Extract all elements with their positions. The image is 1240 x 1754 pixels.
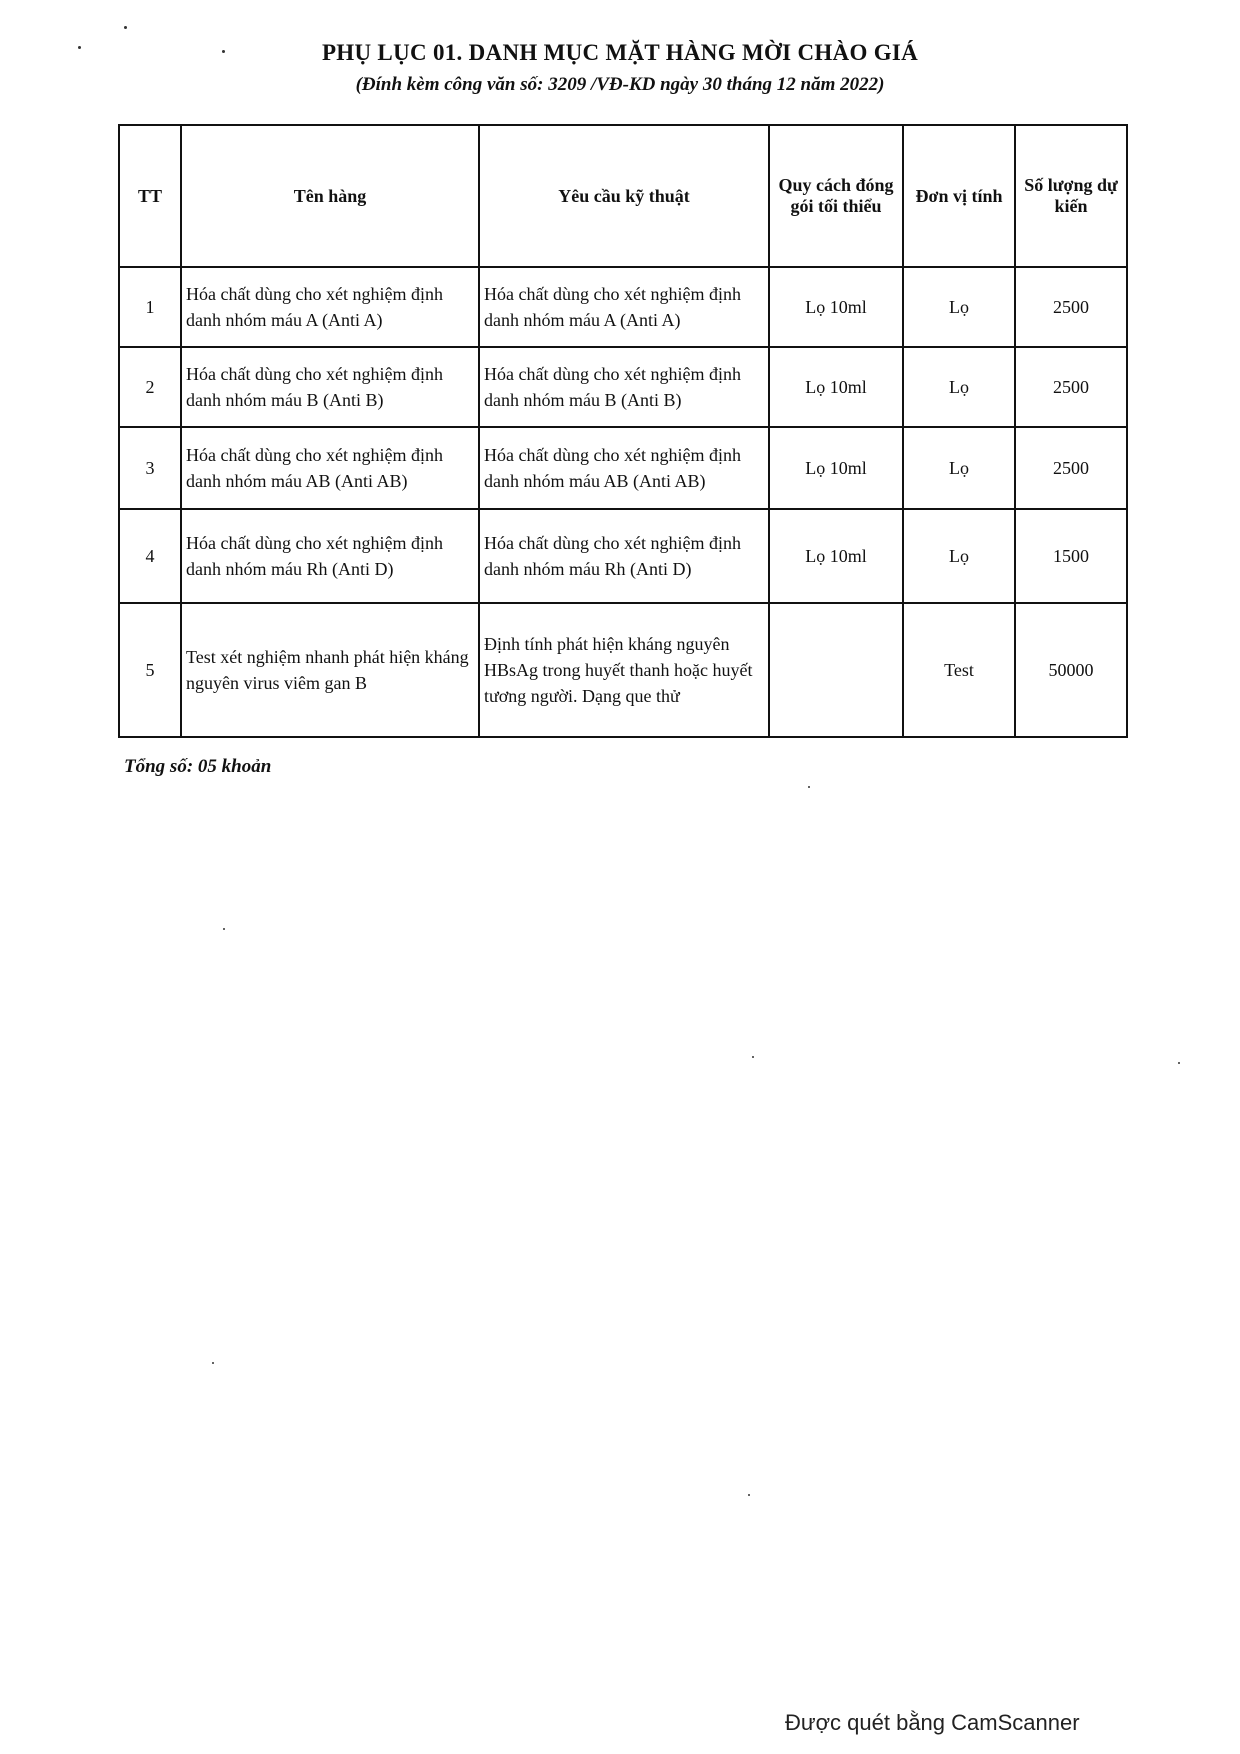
header-packing: Quy cách đóng gói tối thiểu — [769, 125, 903, 267]
scan-speck — [78, 46, 81, 49]
cell-qty: 2500 — [1015, 267, 1127, 347]
cell-tt: 4 — [119, 509, 181, 603]
cell-packing: Lọ 10ml — [769, 427, 903, 509]
scan-speck — [222, 50, 225, 53]
header-qty: Số lượng dự kiến — [1015, 125, 1127, 267]
scan-speck — [752, 1056, 754, 1058]
cell-tt: 1 — [119, 267, 181, 347]
header-unit: Đơn vị tính — [903, 125, 1015, 267]
cell-name: Hóa chất dùng cho xét nghiệm định danh nhóm máu Rh (Anti D) — [181, 509, 479, 603]
table-row — [119, 603, 1127, 737]
cell-spec: Hóa chất dùng cho xét nghiệm định danh nhóm máu Rh (Anti D) — [479, 509, 769, 603]
cell-qty: 2500 — [1015, 427, 1127, 509]
scan-speck — [124, 26, 127, 29]
cell-unit: Test — [903, 603, 1015, 737]
scan-speck — [808, 786, 810, 788]
cell-unit: Lọ — [903, 427, 1015, 509]
cell-spec: Hóa chất dùng cho xét nghiệm định danh nhóm máu A (Anti A) — [479, 267, 769, 347]
items-table — [118, 124, 1128, 738]
cell-unit: Lọ — [903, 509, 1015, 603]
document-subtitle: (Đính kèm công văn số: 3209 /VĐ-KD ngày 30 tháng 12 năm 2022) — [355, 74, 885, 95]
scan-speck — [1178, 1062, 1180, 1064]
cell-tt: 5 — [119, 603, 181, 737]
cell-qty: 2500 — [1015, 347, 1127, 427]
header-spec: Yêu cầu kỹ thuật — [479, 125, 769, 267]
scanner-watermark: Được quét bằng CamScanner — [785, 1710, 1080, 1735]
cell-name: Hóa chất dùng cho xét nghiệm định danh nhóm máu A (Anti A) — [181, 267, 479, 347]
cell-packing: Lọ 10ml — [769, 347, 903, 427]
cell-name: Test xét nghiệm nhanh phát hiện kháng nguyên virus viêm gan B — [181, 603, 479, 737]
table-row — [119, 347, 1127, 427]
table-row — [119, 267, 1127, 347]
cell-name: Hóa chất dùng cho xét nghiệm định danh nhóm máu B (Anti B) — [181, 347, 479, 427]
scan-speck — [748, 1494, 750, 1496]
table-row — [119, 509, 1127, 603]
total-count: Tổng số: 05 khoản — [124, 756, 272, 777]
document-title: PHỤ LỤC 01. DANH MỤC MẶT HÀNG MỜI CHÀO GIÁ — [321, 40, 919, 65]
cell-packing — [769, 603, 903, 737]
cell-tt: 2 — [119, 347, 181, 427]
cell-qty: 1500 — [1015, 509, 1127, 603]
cell-unit: Lọ — [903, 347, 1015, 427]
cell-spec: Hóa chất dùng cho xét nghiệm định danh nhóm máu AB (Anti AB) — [479, 427, 769, 509]
cell-packing: Lọ 10ml — [769, 267, 903, 347]
cell-tt: 3 — [119, 427, 181, 509]
table-row — [119, 427, 1127, 509]
header-tt: TT — [119, 125, 181, 267]
cell-spec: Hóa chất dùng cho xét nghiệm định danh nhóm máu B (Anti B) — [479, 347, 769, 427]
scan-speck — [212, 1362, 214, 1364]
header-name: Tên hàng — [181, 125, 479, 267]
table-header-row — [119, 125, 1127, 267]
scan-speck — [223, 928, 225, 930]
cell-packing: Lọ 10ml — [769, 509, 903, 603]
cell-unit: Lọ — [903, 267, 1015, 347]
cell-name: Hóa chất dùng cho xét nghiệm định danh nhóm máu AB (Anti AB) — [181, 427, 479, 509]
cell-qty: 50000 — [1015, 603, 1127, 737]
cell-spec: Định tính phát hiện kháng nguyên HBsAg trong huyết thanh hoặc huyết tương người. Dạng que thử — [479, 603, 769, 737]
